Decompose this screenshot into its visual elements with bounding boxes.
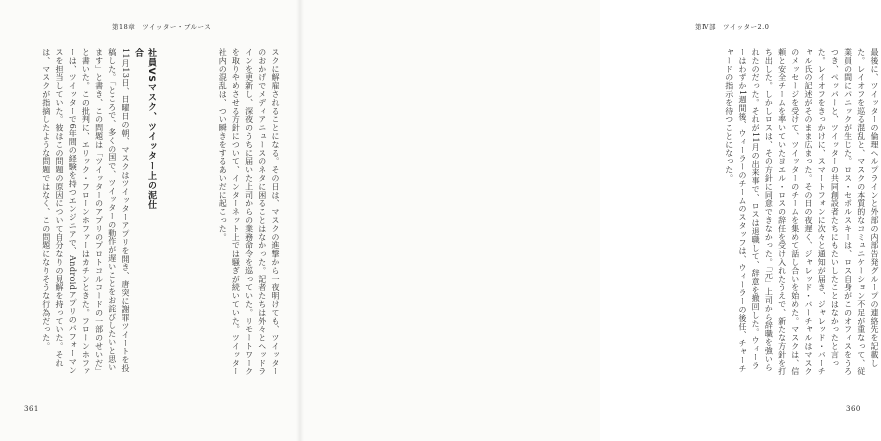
page-number-left: 361 [24,405,39,413]
left-page [0,0,300,441]
section-heading: 社員VSマスク、ツイッター上の泥仕合 [133,48,156,211]
page-number-right: 360 [846,405,861,413]
body-text-left-bottom: 11月13日、日曜日の朝、マスクはツイッターアプリを開き、唐突に謝罪ツイートを投稿した。「ところで、多くの国で、ツイッターの動作が遅いことをお詫びしたいと思います」と書き、この問題は「ツイッターのアプリのプロトコルコードの一部のせいだ」と書いた。この批判に、エリック・フローンホファーはカチンときた。フローンホファーは、ツイッターで6年間の経験を持つエンジニアで、Androidアプリのパフォーマンスを担当していた。彼はこの問題の原因について自分なりの見解を持っていた。それは、マスクが指摘したような問題ではなく、この問題になりそうな行為だった。 [41,48,130,376]
body-text-right: 最後に、ツイッターの倫理ヘルプラインと外部の内部告発グループの連絡先を記載した。レイオフを巡る混乱と、マスクの本質的なコミュニケーション不足が重なって、従業員の間にパニックが生じた。ロス・セポルスキーは、ロス自身がこのオフィスをうろつき、ペッパーと、ツイッターの共同創設者たちにもたいしたことはなかったと言った。レイオフをきっかけに、スマートフォンに次々と通知が届き、ジャレッド・バーチャル氏の記述がそのまま広まった。その日の夜遅く、ジャレッド・バーチャルはマスクのメッセージを受けて、ツイッターのチームを集めて話し合いを始めた。マスクは、信頼と安全チームを率いていたヨエル・ロスの辞任を受け入れたうえで、新たな方針を打ち出した。しかしロスは、その方針に同意できなかった。「元」上司から辞職を強いられたのだった。それが11月の出来事で、ロスは退職して、辞意を撤回した。ウィーラーはわずか1週間後、ウィーラーのチームのスタッフは、ウィーラーの後任、チャーチャードの指示を待つことになった。 [724,48,879,376]
body-text-left-top: スクに解雇されることになる。その日は、マスクの進撃から一夜明けても、ツイッターのおかげでメディアニュースのネタに困ることはなかった。記者たちは外々とヘッドラインを更新し、深夜のうちに届いた上司からの業務命令を巡っていた。リモートワークを取りやめさせる方針について、インターネット上では騒ぎが続いていた。ツイッター社内の混乱は、つい瞬きをするあいだに起こった。 [218,48,280,376]
right-page [300,0,879,441]
running-head-left: 第18章 ツイッター・ブルース [112,23,212,31]
running-head-right: 第Ⅳ部 ツイッター2.0 [695,23,770,31]
